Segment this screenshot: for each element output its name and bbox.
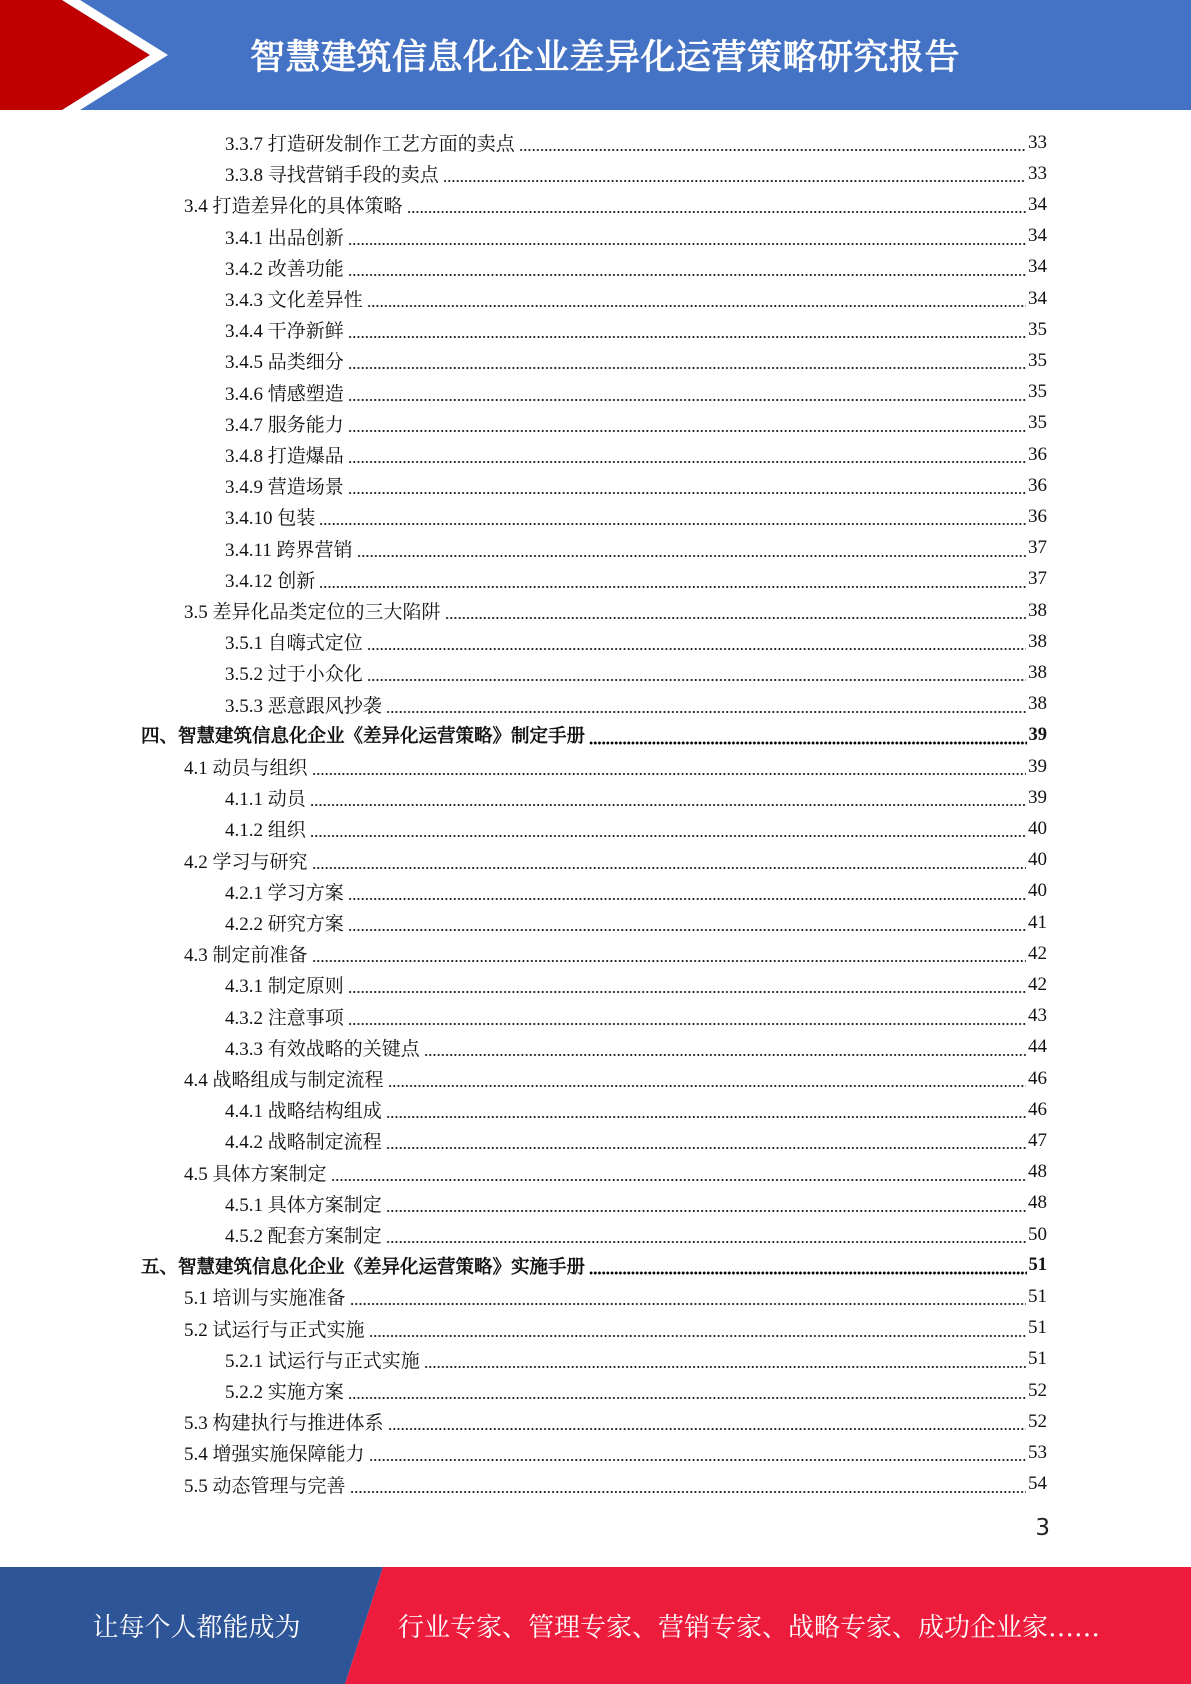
toc-entry-label: 3.4.1 出品创新 xyxy=(225,227,344,249)
toc-entry-label: 3.5.1 自嗨式定位 xyxy=(225,633,363,655)
toc-entry-page: 35 xyxy=(1028,381,1047,403)
toc-entry-page: 37 xyxy=(1028,568,1047,590)
toc-entry[interactable] xyxy=(225,876,1047,907)
report-title: 智慧建筑信息化企业差异化运营策略研究报告 xyxy=(249,38,960,78)
toc-entry-page: 51 xyxy=(1028,1285,1047,1307)
toc-entry-label: 四、智慧建筑信息化企业《差异化运营策略》制定手册 xyxy=(141,727,586,748)
toc-dot-leader xyxy=(348,1375,1026,1406)
toc-dot-leader xyxy=(367,283,1026,314)
toc-dot-leader xyxy=(386,1125,1026,1156)
toc-entry-page: 48 xyxy=(1028,1161,1047,1183)
toc-entry-page: 35 xyxy=(1028,318,1047,340)
toc-entry-label: 3.4.9 营造场景 xyxy=(225,477,344,499)
toc-dot-leader xyxy=(445,595,1026,626)
toc-dot-leader xyxy=(386,1094,1026,1125)
toc-entry[interactable] xyxy=(184,1469,1047,1500)
toc-entry[interactable] xyxy=(225,533,1047,564)
toc-entry-page: 48 xyxy=(1028,1192,1047,1214)
toc-dot-leader xyxy=(348,907,1026,938)
footer-slogan-right: 行业专家、管理专家、营销专家、战略专家、成功企业家…… xyxy=(398,1613,1101,1643)
toc-entry[interactable] xyxy=(225,564,1047,595)
toc-entry-label: 5.3 构建执行与推进体系 xyxy=(184,1413,384,1435)
toc-entry-page: 46 xyxy=(1028,1067,1047,1089)
toc-entry-label: 5.4 增强实施保障能力 xyxy=(184,1444,365,1466)
toc-entry-page: 50 xyxy=(1028,1223,1047,1245)
toc-entry[interactable] xyxy=(225,252,1047,283)
toc-entry[interactable] xyxy=(225,501,1047,532)
toc-entry[interactable] xyxy=(141,1250,1047,1281)
toc-entry-page: 36 xyxy=(1028,505,1047,527)
toc-entry-label: 4.3.1 制定原则 xyxy=(225,976,344,998)
toc-dot-leader xyxy=(312,751,1026,782)
toc-entry-label: 4.3.2 注意事项 xyxy=(225,1007,344,1029)
page-footer xyxy=(0,1567,1191,1684)
toc-entry-page: 36 xyxy=(1028,443,1047,465)
toc-dot-leader xyxy=(369,1313,1026,1344)
toc-entry-label: 5.2 试运行与正式实施 xyxy=(184,1319,365,1341)
toc-dot-leader xyxy=(367,626,1026,657)
toc-entry-page: 34 xyxy=(1028,287,1047,309)
toc-entry-page: 38 xyxy=(1028,693,1047,715)
toc-entry-page: 37 xyxy=(1028,537,1047,559)
toc-entry[interactable] xyxy=(225,1219,1047,1250)
toc-entry[interactable] xyxy=(225,1344,1047,1375)
toc-dot-leader xyxy=(388,1063,1026,1094)
toc-entry[interactable] xyxy=(184,751,1047,782)
toc-entry[interactable] xyxy=(225,314,1047,345)
toc-entry[interactable] xyxy=(225,377,1047,408)
toc-dot-leader xyxy=(348,969,1026,1000)
toc-entry-page: 41 xyxy=(1028,911,1047,933)
toc-entry-label: 3.4 打造差异化的具体策略 xyxy=(184,196,403,218)
toc-entry-label: 4.4 战略组成与制定流程 xyxy=(184,1070,384,1091)
toc-entry-label: 4.2 学习与研究 xyxy=(184,851,308,873)
toc-entry[interactable] xyxy=(184,189,1047,220)
toc-dot-leader xyxy=(424,1344,1026,1375)
toc-dot-leader xyxy=(348,876,1026,907)
toc-entry[interactable] xyxy=(225,969,1047,1000)
toc-entry[interactable] xyxy=(225,408,1047,439)
toc-entry-label: 4.3.3 有效战略的关键点 xyxy=(225,1038,420,1060)
toc-entry-label: 五、智慧建筑信息化企业《差异化运营策略》实施手册 xyxy=(141,1257,586,1278)
toc-entry-page: 38 xyxy=(1028,630,1047,652)
toc-dot-leader xyxy=(348,470,1026,501)
toc-entry-label: 3.3.8 寻找营销手段的卖点 xyxy=(225,165,439,187)
toc-dot-leader xyxy=(310,782,1026,813)
toc-entry-label: 4.3 制定前准备 xyxy=(184,945,308,967)
toc-entry-label: 3.5.3 恶意跟风抄袭 xyxy=(225,695,382,717)
toc-entry-label: 3.4.2 改善功能 xyxy=(225,258,344,280)
toc-entry[interactable] xyxy=(184,1437,1047,1468)
toc-entry[interactable] xyxy=(225,1032,1047,1063)
header-chevron-icon xyxy=(0,0,215,110)
toc-dot-leader xyxy=(348,1001,1026,1032)
toc-entry[interactable] xyxy=(184,1406,1047,1437)
toc-dot-leader xyxy=(348,377,1026,408)
footer-slogan-left: 让每个人都能成为 xyxy=(92,1613,301,1643)
toc-entry-page: 51 xyxy=(1028,1348,1047,1370)
toc-dot-leader xyxy=(386,1188,1026,1219)
toc-dot-leader xyxy=(312,938,1026,969)
toc-dot-leader xyxy=(350,1469,1026,1500)
toc-entry-label: 3.4.12 创新 xyxy=(225,570,316,592)
toc-dot-leader xyxy=(369,1437,1026,1468)
toc-entry[interactable] xyxy=(225,439,1047,470)
toc-entry[interactable] xyxy=(184,938,1047,969)
toc-entry-page: 53 xyxy=(1028,1441,1047,1463)
toc-entry-label: 3.4.5 品类细分 xyxy=(225,352,344,374)
toc-entry-label: 3.5 差异化品类定位的三大陷阱 xyxy=(184,602,441,623)
toc-dot-leader xyxy=(348,252,1026,283)
toc-entry[interactable] xyxy=(225,283,1047,314)
toc-entry-label: 3.4.8 打造爆品 xyxy=(225,446,344,467)
toc-entry-label: 5.5 动态管理与完善 xyxy=(184,1475,346,1497)
toc-entry[interactable] xyxy=(184,1063,1047,1094)
toc-dot-leader xyxy=(312,845,1026,876)
toc-entry[interactable] xyxy=(184,1157,1047,1188)
toc-entry[interactable] xyxy=(225,1001,1047,1032)
toc-entry-label: 3.4.4 干净新鲜 xyxy=(225,321,344,343)
toc-entry-page: 54 xyxy=(1028,1473,1047,1495)
toc-dot-leader xyxy=(348,408,1026,439)
toc-dot-leader xyxy=(589,720,1026,751)
toc-entry-page: 38 xyxy=(1028,661,1047,683)
toc-dot-leader xyxy=(319,501,1026,532)
toc-entry[interactable] xyxy=(225,626,1047,657)
toc-dot-leader xyxy=(386,1219,1026,1250)
toc-entry[interactable] xyxy=(225,689,1047,720)
toc-dot-leader xyxy=(319,564,1026,595)
toc-dot-leader xyxy=(443,158,1026,189)
toc-entry[interactable] xyxy=(225,221,1047,252)
toc-dot-leader xyxy=(367,657,1026,688)
toc-entry[interactable] xyxy=(141,720,1047,751)
toc-entry-label: 4.4.1 战略结构组成 xyxy=(225,1101,382,1123)
toc-entry[interactable] xyxy=(225,813,1047,844)
toc-entry-page: 42 xyxy=(1028,942,1047,964)
toc-entry-page: 40 xyxy=(1028,817,1047,839)
toc-entry[interactable] xyxy=(184,595,1047,626)
toc-entry-page: 42 xyxy=(1028,973,1047,995)
toc-entry-label: 4.1.1 动员 xyxy=(225,789,306,811)
toc-entry[interactable] xyxy=(225,907,1047,938)
toc-entry-page: 44 xyxy=(1028,1036,1047,1058)
toc-entry-label: 5.2.1 试运行与正式实施 xyxy=(225,1350,420,1372)
toc-entry-label: 3.3.7 打造研发制作工艺方面的卖点 xyxy=(225,134,515,155)
toc-entry-page: 36 xyxy=(1028,474,1047,496)
toc-entry[interactable] xyxy=(225,470,1047,501)
toc-entry[interactable] xyxy=(225,657,1047,688)
toc-dot-leader xyxy=(589,1250,1026,1281)
toc-dot-leader xyxy=(407,189,1026,220)
toc-dot-leader xyxy=(388,1406,1026,1437)
toc-dot-leader xyxy=(348,439,1026,470)
toc-entry-page: 34 xyxy=(1028,193,1047,215)
toc-entry-label: 3.4.6 情感塑造 xyxy=(225,383,344,405)
toc-entry-page: 40 xyxy=(1028,880,1047,902)
toc-entry-page: 33 xyxy=(1028,131,1047,153)
toc-entry-label: 3.4.10 包装 xyxy=(225,508,316,530)
toc-entry[interactable] xyxy=(225,127,1047,158)
toc-entry-page: 39 xyxy=(1028,724,1047,745)
toc-dot-leader xyxy=(519,127,1026,158)
page-header xyxy=(0,0,1191,110)
toc-dot-leader xyxy=(348,345,1026,376)
toc-entry-page: 34 xyxy=(1028,256,1047,278)
toc-dot-leader xyxy=(424,1032,1026,1063)
toc-entry[interactable] xyxy=(184,1281,1047,1312)
toc-entry-page: 39 xyxy=(1028,786,1047,808)
page-number: 3 xyxy=(1035,1515,1050,1541)
toc-entry-label: 5.2.2 实施方案 xyxy=(225,1382,344,1403)
toc-entry-label: 4.2.1 学习方案 xyxy=(225,882,344,904)
toc-entry-label: 4.1.2 组织 xyxy=(225,820,306,842)
toc-entry-page: 47 xyxy=(1028,1129,1047,1151)
toc-entry-page: 51 xyxy=(1028,1317,1047,1339)
toc-entry[interactable] xyxy=(225,158,1047,189)
toc-entry[interactable] xyxy=(225,1375,1047,1406)
toc-entry[interactable] xyxy=(225,782,1047,813)
toc-dot-leader xyxy=(348,314,1026,345)
toc-dot-leader xyxy=(331,1157,1026,1188)
toc-entry-label: 4.2.2 研究方案 xyxy=(225,914,344,935)
toc-entry-label: 4.1 动员与组织 xyxy=(184,758,308,779)
toc-entry[interactable] xyxy=(184,1313,1047,1344)
toc-entry-label: 4.5.1 具体方案制定 xyxy=(225,1194,382,1216)
toc-entry-page: 39 xyxy=(1028,755,1047,777)
toc-entry-page: 52 xyxy=(1028,1379,1047,1401)
toc-dot-leader xyxy=(310,813,1026,844)
toc-entry-page: 38 xyxy=(1028,599,1047,621)
toc-dot-leader xyxy=(357,533,1026,564)
toc-entry[interactable] xyxy=(225,1125,1047,1156)
toc-entry-page: 52 xyxy=(1028,1410,1047,1432)
toc-entry-page: 35 xyxy=(1028,349,1047,371)
toc-entry-page: 33 xyxy=(1028,162,1047,184)
toc-entry-label: 3.4.7 服务能力 xyxy=(225,414,344,436)
toc-entry-label: 5.1 培训与实施准备 xyxy=(184,1288,346,1310)
toc-dot-leader xyxy=(386,689,1026,720)
toc-entry[interactable] xyxy=(225,1094,1047,1125)
toc-entry[interactable] xyxy=(225,345,1047,376)
toc-entry-page: 51 xyxy=(1028,1255,1047,1276)
toc-entry[interactable] xyxy=(184,845,1047,876)
toc-entry-label: 3.4.3 文化差异性 xyxy=(225,290,363,311)
toc-entry-page: 34 xyxy=(1028,225,1047,247)
toc-entry-page: 43 xyxy=(1028,1005,1047,1027)
toc-entry[interactable] xyxy=(225,1188,1047,1219)
toc-entry-label: 4.4.2 战略制定流程 xyxy=(225,1132,382,1154)
toc-entry-label: 3.5.2 过于小众化 xyxy=(225,664,363,686)
toc-entry-page: 35 xyxy=(1028,412,1047,434)
toc-dot-leader xyxy=(350,1281,1026,1312)
toc-entry-page: 46 xyxy=(1028,1098,1047,1120)
toc-dot-leader xyxy=(348,221,1026,252)
toc-entry-label: 4.5 具体方案制定 xyxy=(184,1163,327,1185)
toc-entry-page: 40 xyxy=(1028,849,1047,871)
toc-entry-label: 3.4.11 跨界营销 xyxy=(225,539,353,561)
toc-entry-label: 4.5.2 配套方案制定 xyxy=(225,1226,382,1247)
